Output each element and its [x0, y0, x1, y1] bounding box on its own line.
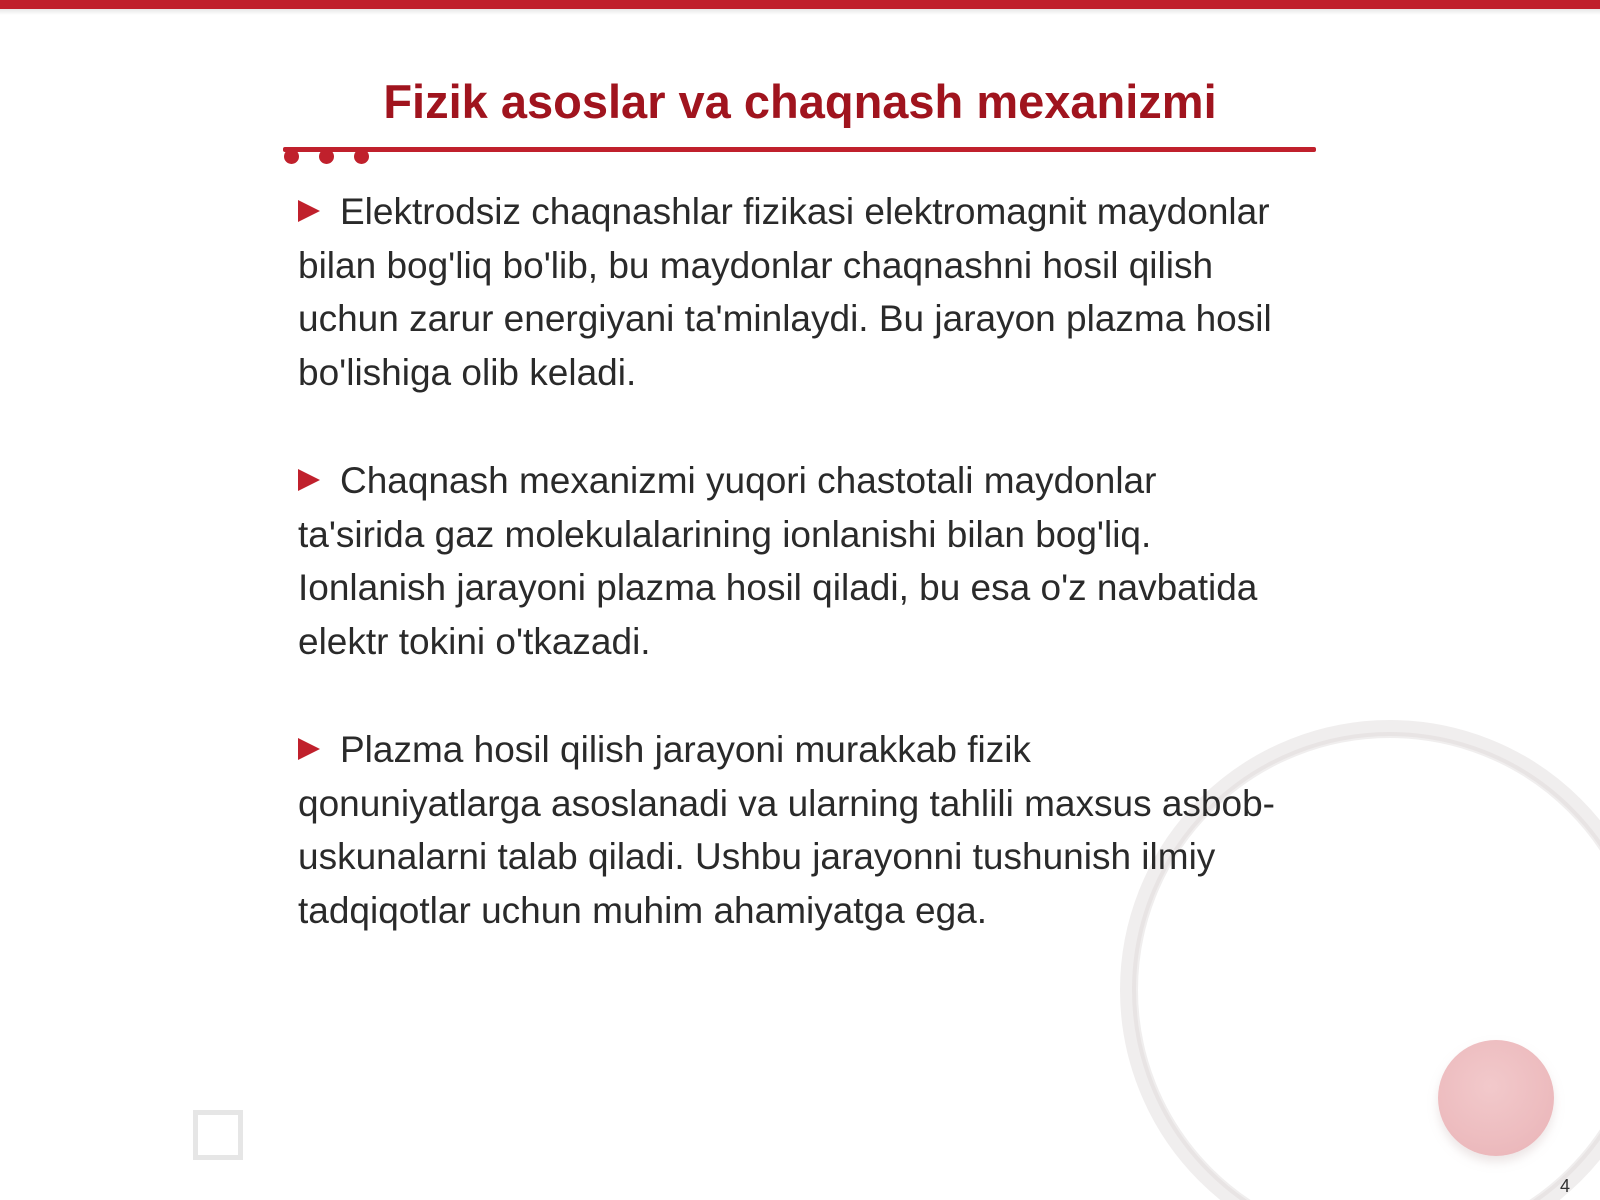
decorative-square [193, 1110, 243, 1160]
decorative-pink-circle [1438, 1040, 1554, 1156]
bullet-text-2: Chaqnash mexanizmi yuqori chastotali maydonlar ta'sirida gaz molekulalarining ionlanishi bilan bog'liq. Ionlanish jarayoni plazma hosil qiladi, bu esa o'z navbatida elektr tokini o'tkazadi. [298, 460, 1258, 662]
title-dot-3 [354, 149, 369, 164]
bullet-text-1: Elektrodsiz chaqnashlar fizikasi elektromagnit maydonlar bilan bog'liq bo'lib, bu maydonlar chaqnashni hosil qilish uchun zarur energiyani ta'minlaydi. Bu jarayon plazma hosil bo'lishiga olib keladi. [298, 191, 1272, 393]
page-number: 4 [1559, 1176, 1570, 1196]
bullet-text-3: Plazma hosil qilish jarayoni murakkab fizik qonuniyatlarga asoslanadi va ularning tahlili maxsus asbob-uskunalarni talab qiladi. Ushbu jarayonni tushunish ilmiy tadqiqotlar uchun muhim ahamiyatga ega. [298, 729, 1275, 931]
bullet-item-3 [298, 723, 1278, 937]
triangle-right-icon [298, 469, 320, 491]
bullet-item-2 [298, 454, 1278, 668]
slide-title: Fizik asoslar va chaqnash mexanizmi [383, 75, 1217, 128]
bullet-list [298, 185, 1278, 937]
triangle-right-icon [298, 738, 320, 760]
top-bar-shadow [0, 9, 1600, 15]
title-dot-1 [284, 149, 299, 164]
triangle-right-icon [298, 200, 320, 222]
title-underline [283, 147, 1316, 152]
top-accent-bar [0, 0, 1600, 9]
bullet-item-1 [298, 185, 1278, 399]
title-dot-2 [319, 149, 334, 164]
